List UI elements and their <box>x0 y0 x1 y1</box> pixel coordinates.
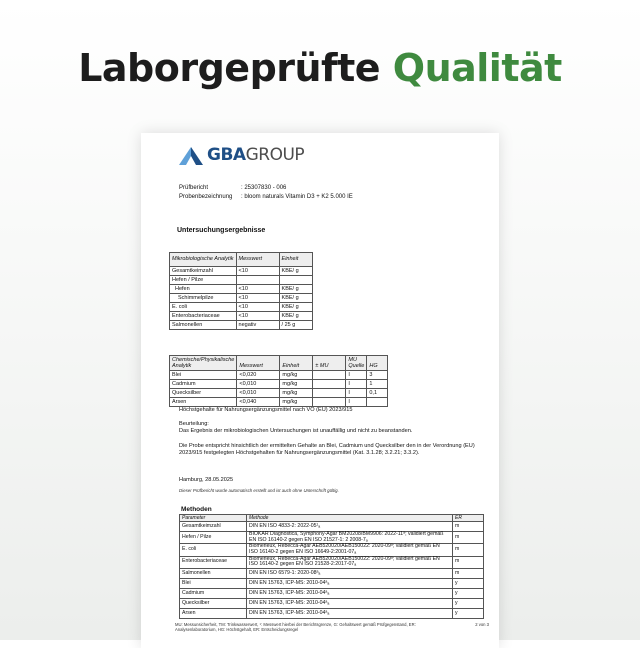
cell: I <box>346 371 367 380</box>
assessment-text-1: Das Ergebnis der mikrobiologischen Untersuchungen ist unauffällig und nicht zu beanstanden. <box>179 428 413 435</box>
cell <box>236 276 279 285</box>
column-header: Chemische/Physikalische Analytik <box>170 356 237 371</box>
column-header: Methode <box>247 515 453 522</box>
cell: m <box>453 556 484 568</box>
headline-accent: Qualität <box>392 46 562 90</box>
place-date: Hamburg, 28.05.2025 <box>179 477 234 483</box>
table-row <box>170 398 388 407</box>
cell: <10 <box>236 285 279 294</box>
page-number: 2 von 3 <box>475 622 489 627</box>
table-row <box>180 588 484 598</box>
meta-value: : bloom naturals Vitamin D3 + K2 5.000 IE <box>241 194 353 200</box>
cell: DIN EN 15763, ICP-MS: 2010-04ᵃₐ <box>247 588 453 598</box>
cell: <0,020 <box>237 371 280 380</box>
table-row <box>170 371 388 380</box>
chem-results-table <box>169 355 388 407</box>
footer-legend: MU: Messunsicherheit, TM: Trinkwasserwert, ¹: Messwert hierbei der Berichtsgrenze, G: Gehaltswert gemäß Prüfgegenstand, ER: Analysenlaboratorium, HG: Höchstgehalt, ER: Entscheidungsregel <box>175 622 416 633</box>
cell: m <box>453 568 484 578</box>
methods-title: Methoden <box>181 506 212 513</box>
table-row <box>180 532 484 544</box>
column-header: Messwert <box>236 253 279 267</box>
cell: I <box>346 380 367 389</box>
column-header: ± MU <box>313 356 346 371</box>
cell: DIN EN ISO 6579-1: 2020-08ᵃₐ <box>247 568 453 578</box>
cell: Hefen / Pilze <box>170 276 237 285</box>
cell: Schimmelpilze <box>170 294 237 303</box>
cell <box>313 398 346 407</box>
cell: DIN EN ISO 4833-2: 2022-05¹ₐ <box>247 522 453 532</box>
table-row <box>170 312 313 321</box>
table-row <box>170 389 388 398</box>
gba-triangle-logo-icon <box>179 147 203 165</box>
cell: Salmonellen <box>180 568 247 578</box>
table-row <box>170 303 313 312</box>
cell: mg/kg <box>280 398 313 407</box>
cell: Cadmium <box>180 588 247 598</box>
auto-signature-note: Dieser Prüfbericht wurde automatisch erstellt und ist auch ohne Unterschrift gültig. <box>179 488 339 493</box>
column-header: Einheit <box>280 356 313 371</box>
cell: BIOKAR Diagnostica, Symphony-Agar BM20208/BM9906: 2022-11ᵃ; validiert gemäß EN ISO 16140-2 gegen EN ISO 21527-1: 2 2008-7ₐ <box>247 532 453 544</box>
gba-group-logo <box>179 145 304 167</box>
table-row <box>170 294 313 303</box>
cell: Hefen <box>170 285 237 294</box>
headline-main: Laborgeprüfte <box>78 46 393 90</box>
column-header: Parameter <box>180 515 247 522</box>
cell: <10 <box>236 303 279 312</box>
cell: y <box>453 588 484 598</box>
cell: Gesamtkeimzahl <box>170 267 237 276</box>
cell: m <box>453 522 484 532</box>
cell: mg/kg <box>280 389 313 398</box>
logo-text-group: GROUP <box>245 145 305 166</box>
hg-note: Höchstgehalte für Nahrungsergänzungsmittel nach VO (EU) 2023/915 <box>179 407 353 413</box>
cell: DIN EN 15763, ICP-MS: 2010-04ᵃₐ <box>247 598 453 608</box>
report-meta <box>179 185 353 203</box>
cell <box>367 398 388 407</box>
table-row <box>170 285 313 294</box>
cell: y <box>453 608 484 618</box>
cell: 0,1 <box>367 389 388 398</box>
lab-report-document <box>141 133 499 648</box>
headline <box>0 46 640 90</box>
cell: <10 <box>236 294 279 303</box>
table-row <box>180 544 484 556</box>
table-row <box>170 267 313 276</box>
meta-row <box>179 194 353 203</box>
cell: KBE/ g <box>279 294 312 303</box>
cell: Arsen <box>170 398 237 407</box>
cell: <10 <box>236 312 279 321</box>
assessment-title: Beurteilung: <box>179 421 209 427</box>
column-header: MU Quelle <box>346 356 367 371</box>
cell: DIN EN 15763, ICP-MS: 2010-04ᵃₐ <box>247 608 453 618</box>
cell: y <box>453 578 484 588</box>
meta-value: : 25307830 - 006 <box>241 185 287 191</box>
cell: KBE/ g <box>279 267 312 276</box>
cell: m <box>453 532 484 544</box>
cell: DIN EN 15763, ICP-MS: 2010-04ᵃₐ <box>247 578 453 588</box>
table-row <box>170 321 313 330</box>
cell <box>313 371 346 380</box>
section-title: Untersuchungsergebnisse <box>177 227 266 234</box>
column-header: ER <box>453 515 484 522</box>
cell: Quecksilber <box>180 598 247 608</box>
meta-row <box>179 185 353 194</box>
cell: Quecksilber <box>170 389 237 398</box>
table-row <box>180 522 484 532</box>
table-header-row <box>170 253 313 267</box>
cell: / 25 g <box>279 321 312 330</box>
cell: Cadmium <box>170 380 237 389</box>
column-header: Einheit <box>279 253 312 267</box>
methods-table <box>179 514 484 619</box>
logo-text-gba: GBA <box>207 145 246 166</box>
cell: <0,010 <box>237 380 280 389</box>
cell: Gesamtkeimzahl <box>180 522 247 532</box>
cell: m <box>453 544 484 556</box>
table-header-row <box>180 515 484 522</box>
table-header-row <box>170 356 388 371</box>
table-row <box>180 568 484 578</box>
column-header: HG <box>367 356 388 371</box>
table-row <box>180 598 484 608</box>
table-row <box>170 380 388 389</box>
cell: 1 <box>367 380 388 389</box>
column-header: Messwert <box>237 356 280 371</box>
meta-key: Prüfbericht <box>179 185 209 191</box>
cell: I <box>346 389 367 398</box>
cell: KBE/ g <box>279 285 312 294</box>
cell: Biomerieux, Rebecca-Agar AEB520020/AEB150022: 2020-09ᵃ; validiert gemäß EN ISO 16140-2 gegen EN ISO 16649-2:2001-07ₐ <box>247 544 453 556</box>
meta-key: Probenbezeichnung <box>179 194 233 200</box>
cell: Blei <box>180 578 247 588</box>
table-row <box>180 556 484 568</box>
cell: KBE/ g <box>279 303 312 312</box>
cell: KBE/ g <box>279 312 312 321</box>
assessment-block <box>179 421 479 436</box>
cell: I <box>346 398 367 407</box>
cell: mg/kg <box>280 380 313 389</box>
cell: mg/kg <box>280 371 313 380</box>
column-header: Mikrobiologische Analytik <box>170 253 237 267</box>
table-row <box>180 578 484 588</box>
cell: Arsen <box>180 608 247 618</box>
cell <box>313 389 346 398</box>
cell: Hefen / Pilze <box>180 532 247 544</box>
cell: Salmonellen <box>170 321 237 330</box>
cell: <0,040 <box>237 398 280 407</box>
cell <box>313 380 346 389</box>
cell: Enterobacteriaceae <box>180 556 247 568</box>
cell: 3 <box>367 371 388 380</box>
table-row <box>170 276 313 285</box>
cell: negativ <box>236 321 279 330</box>
cell: Biomerieux, Rebecca-Agar AEB520020/AEB150022: 2020-09ᵃ; validiert gemäß EN ISO 16140-2 gegen EN ISO 21528-2:2017-07ₐ <box>247 556 453 568</box>
cell: E. coli <box>180 544 247 556</box>
cell: Blei <box>170 371 237 380</box>
cell <box>279 276 312 285</box>
micro-results-table <box>169 252 313 330</box>
cell: Enterobacteriaceae <box>170 312 237 321</box>
cell: <0,010 <box>237 389 280 398</box>
cell: E. coli <box>170 303 237 312</box>
cell: <10 <box>236 267 279 276</box>
table-row <box>180 608 484 618</box>
cell: y <box>453 598 484 608</box>
assessment-text-2: Die Probe entspricht hinsichtlich der ermittelten Gehalte an Blei, Cadmium und Quecksilber den in der Verordnung (EU) 2023/915 festgelegten Höchstgehalten für Nahrungsergänzungsmittel (Kat. 3.1.28; 3.2.21; 3.3.2). <box>179 443 475 457</box>
report-footer <box>175 622 489 633</box>
